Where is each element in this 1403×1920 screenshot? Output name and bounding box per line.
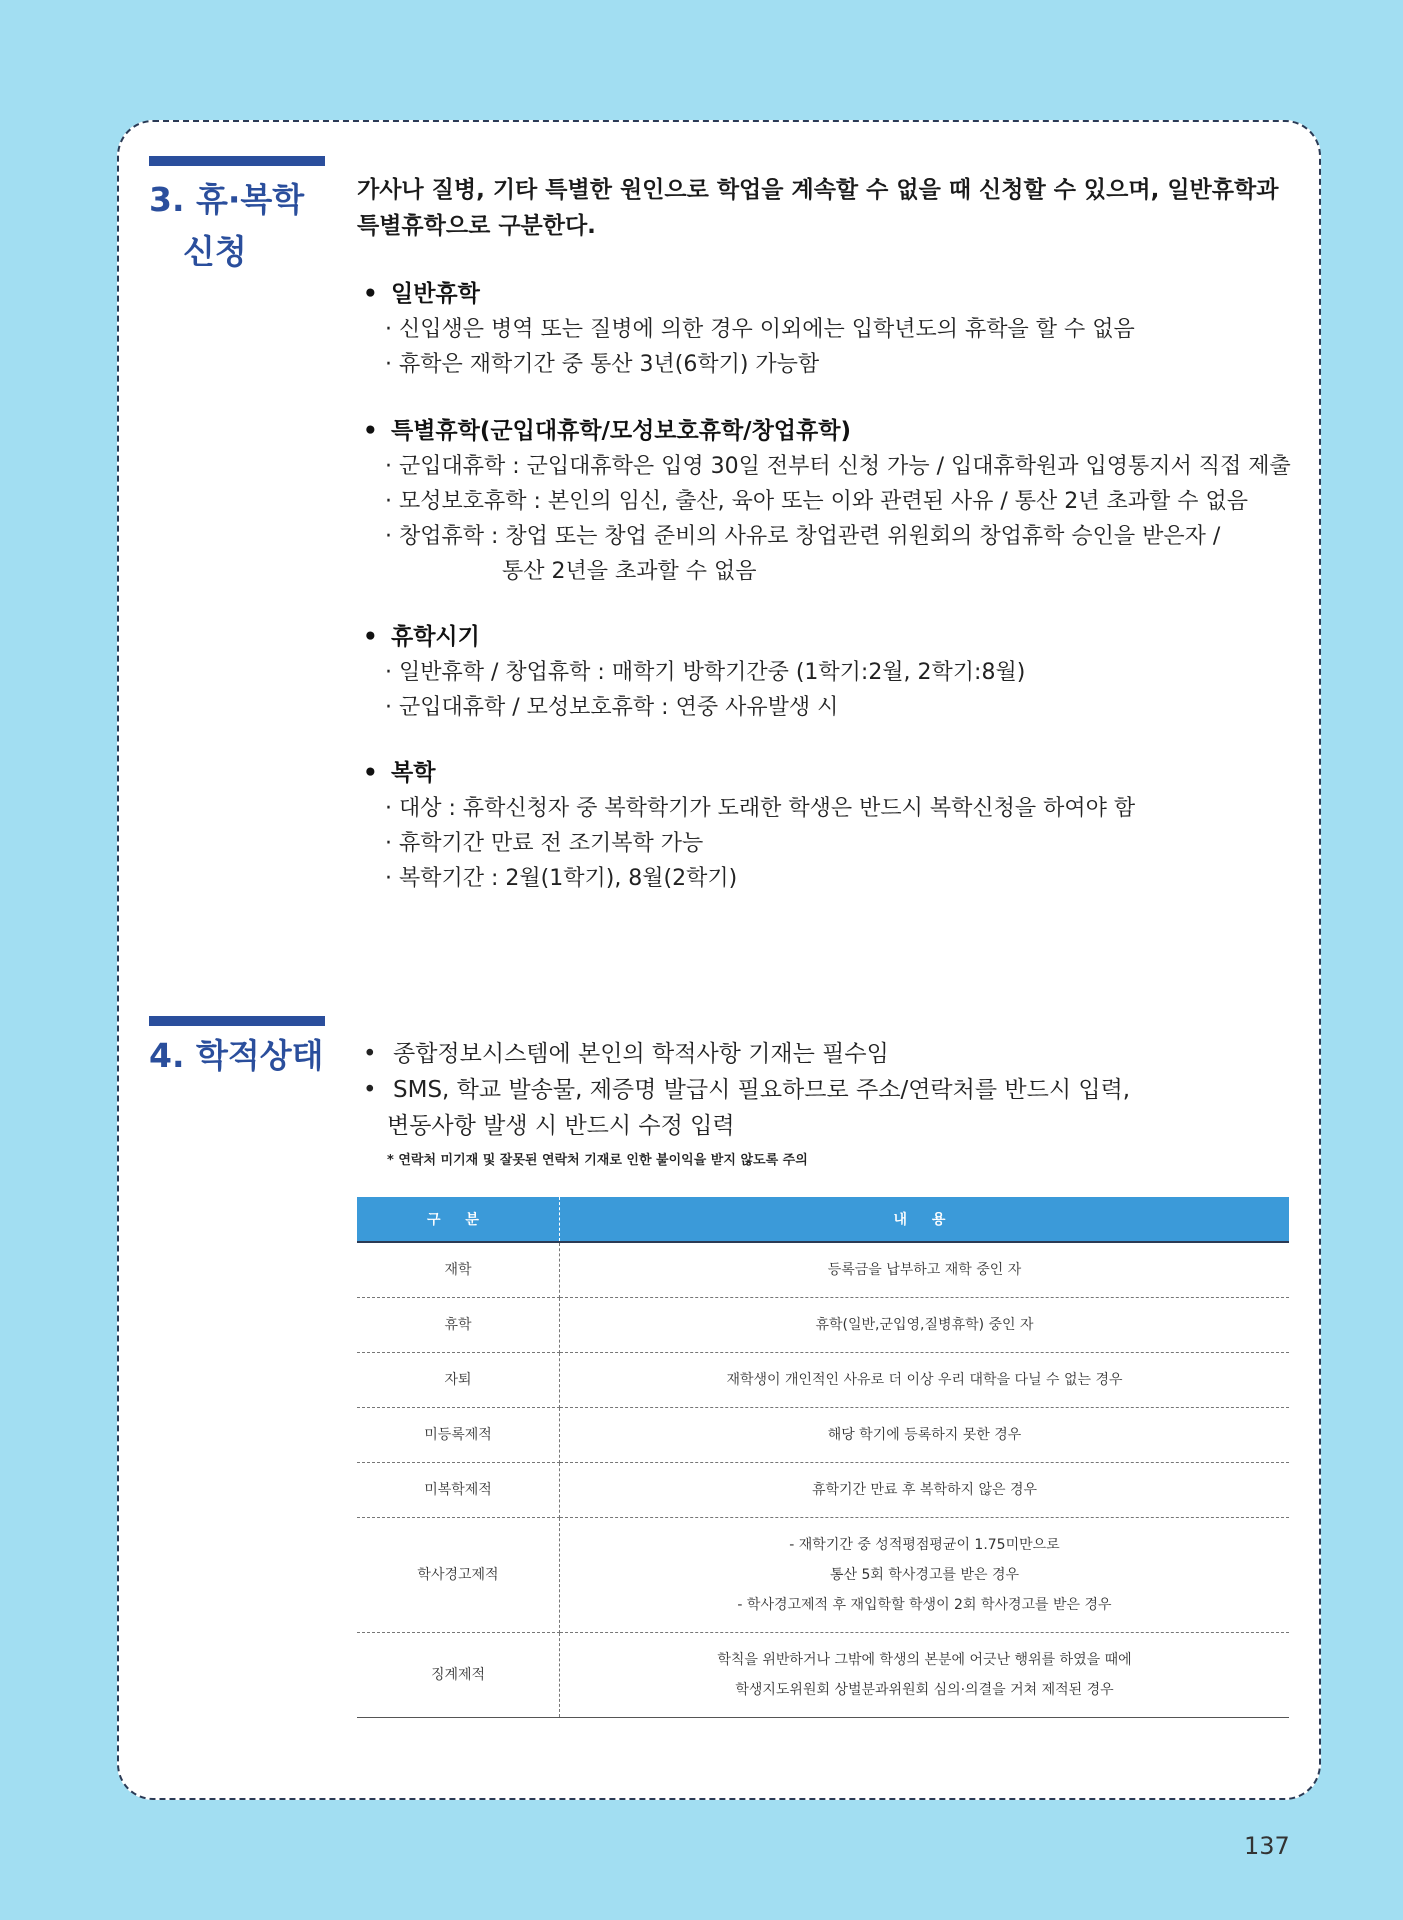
special-leave-item: · 모성보호휴학 : 본인의 임신, 출산, 육아 또는 이와 관련된 사유 / 통산 2년 초과할 수 없음 [357,484,1297,519]
status-label: 자퇴 [357,1353,560,1408]
section-4-bullets [357,1036,1297,1172]
leave-timing-group [357,619,1297,725]
return-item: · 대상 : 휴학신청자 중 복학학기가 도래한 학생은 반드시 복학신청을 하여야 함 [357,791,1297,826]
status-label: 재학 [357,1242,560,1298]
special-leave-item: · 창업휴학 : 창업 또는 창업 준비의 사유로 창업관련 위원회의 창업휴학 승인을 받은자 / [357,519,1297,554]
table-header-category: 구 분 [357,1197,560,1242]
general-leave-item: · 휴학은 재학기간 중 통산 3년(6학기) 가능함 [357,347,1297,382]
table-row [357,1518,1289,1633]
academic-status-table [357,1197,1289,1718]
bullet-icon: • [363,1077,377,1103]
section-3-title-line1: 3. 휴·복학 [149,180,305,219]
general-leave-group [357,276,1297,382]
page-number: 137 [1244,1832,1290,1860]
special-leave-item: · 군입대휴학 : 군입대휴학은 입영 30일 전부터 신청 가능 / 입대휴학원과 입영통지서 직접 제출 [357,449,1297,484]
status-label: 학사경고제적 [357,1518,560,1633]
status-description-line: 등록금을 납부하고 재학 중인 자 [827,1262,1022,1278]
status-description-line: 학칙을 위반하거나 그밖에 학생의 본분에 어긋난 행위를 하였을 때에 [717,1652,1132,1668]
general-leave-heading: • 일반휴학 [357,276,1297,312]
section-3-title [149,174,304,278]
section-3-bar [149,156,325,166]
table-row [357,1353,1289,1408]
status-description-line: 휴학(일반,군입영,질병휴학) 중인 자 [815,1317,1034,1333]
return-item: · 휴학기간 만료 전 조기복학 가능 [357,826,1297,861]
status-description [560,1353,1290,1408]
leave-timing-heading: • 휴학시기 [357,619,1297,655]
status-description-line: 해당 학기에 등록하지 못한 경우 [827,1427,1022,1443]
status-description [560,1242,1290,1298]
status-label: 징계제적 [357,1633,560,1718]
status-description-line: 휴학기간 만료 후 복학하지 않은 경우 [811,1482,1038,1498]
table-row [357,1408,1289,1463]
return-group [357,755,1297,896]
table-header-row [357,1197,1289,1242]
section-3-intro: 가사나 질병, 기타 특별한 원인으로 학업을 계속할 수 없을 때 신청할 수 있으며, 일반휴학과 특별휴학으로 구분한다. [357,177,1279,239]
status-description-line: - 재학기간 중 성적평점평균이 1.75미만으로 [789,1537,1060,1553]
status-description-line: 통산 5회 학사경고를 받은 경우 [830,1567,1019,1583]
status-label: 미복학제적 [357,1463,560,1518]
status-bullet-text: 종합정보시스템에 본인의 학적사항 기재는 필수임 [393,1041,889,1067]
bullet-icon: • [363,1041,377,1067]
return-item: · 복학기간 : 2월(1학기), 8월(2학기) [357,861,1297,896]
general-leave-item: · 신입생은 병역 또는 질병에 의한 경우 이외에는 입학년도의 휴학을 할 수 없음 [357,312,1297,347]
status-description [560,1408,1290,1463]
status-bullet-continuation: 변동사항 발생 시 반드시 수정 입력 [387,1113,735,1139]
status-description-line: 재학생이 개인적인 사유로 더 이상 우리 대학을 다닐 수 없는 경우 [726,1372,1123,1388]
table-row [357,1242,1289,1298]
section-4-title: 4. 학적상태 [149,1036,324,1075]
status-description [560,1518,1290,1633]
status-label: 휴학 [357,1298,560,1353]
section-4-bar [149,1016,325,1026]
special-leave-heading: • 특별휴학(군입대휴학/모성보호휴학/창업휴학) [357,413,1297,449]
table-row [357,1298,1289,1353]
table-header-content: 내 용 [560,1197,1290,1242]
section-3-title-line2: 신청 [183,232,247,271]
return-heading: • 복학 [357,755,1297,791]
special-leave-group [357,413,1297,589]
leave-timing-item: · 군입대휴학 / 모성보호휴학 : 연중 사유발생 시 [357,690,1297,725]
leave-timing-item: · 일반휴학 / 창업휴학 : 매학기 방학기간중 (1학기:2월, 2학기:8월) [357,655,1297,690]
status-description [560,1633,1290,1718]
status-description [560,1463,1290,1518]
status-note: * 연락처 미기재 및 잘못된 연락처 기재로 인한 불이익을 받지 않도록 주의 [387,1153,808,1168]
status-description-line: 학생지도위원회 상벌분과위원회 심의·의결을 거쳐 제적된 경우 [735,1682,1114,1698]
special-leave-item-continuation: 통산 2년을 초과할 수 없음 [502,559,757,584]
status-description [560,1298,1290,1353]
status-description-line: - 학사경고제적 후 재입학할 학생이 2회 학사경고를 받은 경우 [737,1597,1112,1613]
status-bullet [357,1036,1297,1072]
status-bullet [357,1072,1297,1108]
status-label: 미등록제적 [357,1408,560,1463]
status-bullet-text: SMS, 학교 발송물, 제증명 발급시 필요하므로 주소/연락처를 반드시 입력, [393,1077,1131,1103]
table-row [357,1633,1289,1718]
table-row [357,1463,1289,1518]
